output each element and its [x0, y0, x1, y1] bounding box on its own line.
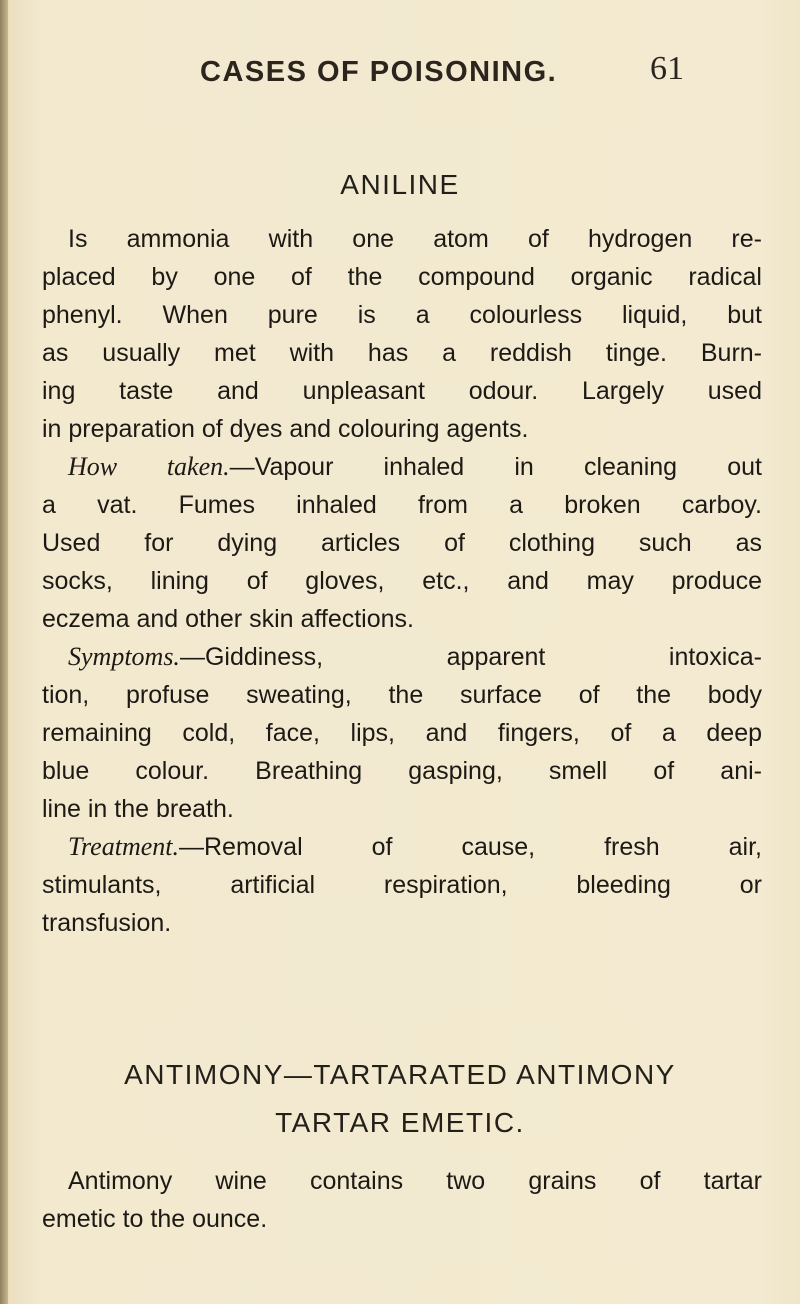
text-line: socks, lining of gloves, etc., and may produce	[42, 567, 762, 595]
text-line: Used for dying articles of clothing such as	[42, 529, 762, 557]
text-line: as usually met with has a reddish tinge. Burn-	[42, 339, 762, 367]
text-line: ing taste and unpleasant odour. Largely used	[42, 377, 762, 405]
section-heading-antimony-line2: TARTAR EMETIC.	[275, 1107, 525, 1138]
running-head	[0, 48, 800, 98]
running-title: CASES OF POISONING.	[200, 56, 558, 88]
antimony-paragraph	[42, 1162, 762, 1238]
text-line: placed by one of the compound organic radical	[42, 263, 762, 291]
text-line	[42, 828, 762, 866]
treatment-first-line: —Removal of cause, fresh air,	[178, 833, 762, 861]
how-taken-paragraph	[42, 448, 762, 638]
symptoms-paragraph	[42, 638, 762, 828]
section-heading-antimony-line1: ANTIMONY—TARTARATED ANTIMONY	[124, 1059, 676, 1090]
text-line: tion, profuse sweating, the surface of the body	[42, 681, 762, 709]
symptoms-label: Symptoms.	[68, 642, 180, 671]
text-line	[42, 448, 762, 486]
text-line: remaining cold, face, lips, and fingers, of a deep	[42, 719, 762, 747]
text-line: transfusion.	[42, 909, 172, 937]
text-line: in preparation of dyes and colouring agents.	[42, 415, 529, 443]
symptoms-first-line: —Giddiness, apparent intoxica-	[179, 643, 762, 671]
how-taken-label: How taken.	[68, 452, 230, 481]
text-line: Is ammonia with one atom of hydrogen re-	[68, 225, 762, 253]
treatment-paragraph	[42, 828, 762, 942]
section-heading-aniline: ANILINE	[340, 169, 460, 200]
text-line: eczema and other skin affections.	[42, 605, 414, 633]
treatment-label: Treatment.	[68, 832, 179, 861]
text-line: a vat. Fumes inhaled from a broken carboy.	[42, 491, 762, 519]
text-line	[42, 638, 762, 676]
text-line: line in the breath.	[42, 795, 234, 823]
aniline-intro-paragraph	[42, 220, 762, 448]
text-line: stimulants, artificial respiration, bleeding or	[42, 871, 762, 899]
how-taken-first-line: —Vapour inhaled in cleaning out	[229, 453, 762, 481]
page-number: 61	[650, 50, 684, 87]
text-line: emetic to the ounce.	[42, 1205, 268, 1233]
text-line: Antimony wine contains two grains of tartar	[68, 1167, 762, 1195]
text-line: phenyl. When pure is a colourless liquid, but	[42, 301, 762, 329]
text-line: blue colour. Breathing gasping, smell of ani-	[42, 757, 762, 785]
